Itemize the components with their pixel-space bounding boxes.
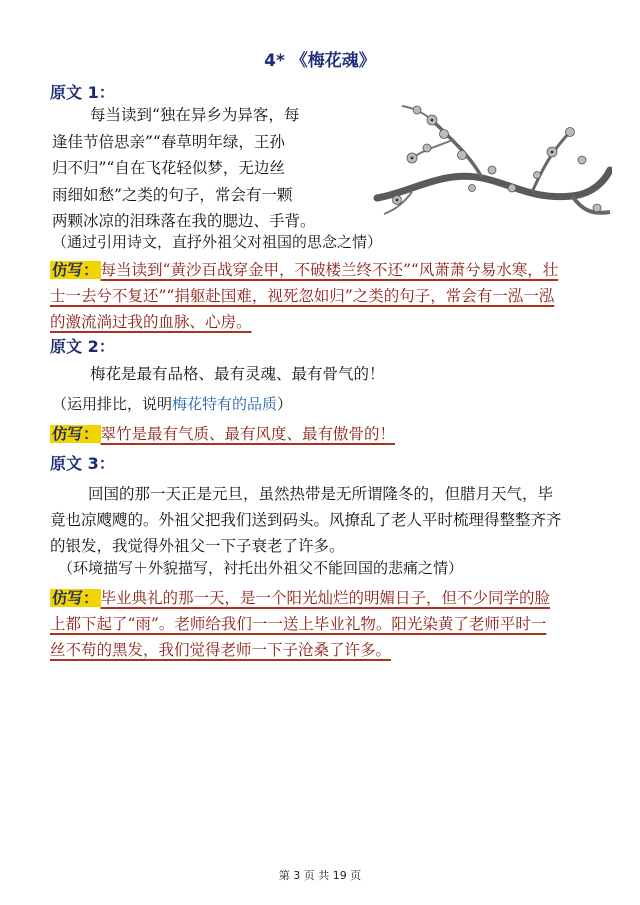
section-1-note: （通过引用诗文，直抒外祖父对祖国的思念之情） (52, 233, 383, 251)
section-1-imitation (50, 257, 560, 335)
imitation-tag-2: 仿写： (52, 425, 99, 443)
imitation-tag-1: 仿写： (52, 261, 99, 279)
section-3-imitation-text: 毕业典礼的那一天，是一个阳光灿烂的明媚日子，但不少同学的脸上都下起了“雨”。老师给我们一一送上毕业礼物。阳光染黄了老师平时一丝不苟的黑发，我们觉得老师一下子沧桑了许多。 (50, 589, 551, 659)
page-footer: 第 3 页 共 19 页 (278, 869, 362, 882)
section-2-imitation (50, 421, 560, 447)
section-2-original: 梅花是最有品格、最有灵魂、最有骨气的！ (90, 365, 385, 383)
section-2-note-highlight: 梅花特有的品质 (172, 395, 278, 413)
section-2-note: （运用排比，说明梅花特有的品质） (52, 395, 293, 413)
section-2-imitation-text: 翠竹是最有气质、最有风度、最有傲骨的！ (100, 425, 396, 443)
page-title: 4* 《梅花魂》 (264, 51, 376, 71)
section-2-label: 原文 2： (50, 337, 115, 356)
plum-blossom-illustration (372, 100, 612, 220)
section-3-original: 回国的那一天正是元旦，虽然热带是无所谓隆冬的，但腊月天气，毕竟也凉飕飕的。外祖父把我们送到码头。风撩乱了老人平时梳理得整整齐齐的银发，我觉得外祖父一下子衰老了许多。 (50, 485, 562, 555)
section-1-line-5: 两颗冰凉的泪珠落在我的腮边、手背。 (52, 212, 316, 230)
section-1-line-1: 每当读到“独在异乡为异客，每 (90, 106, 300, 124)
section-3-imitation (50, 585, 560, 663)
section-3-note: （环境描写＋外貌描写，衬托出外祖父不能回国的悲痛之情） (58, 559, 464, 577)
imitation-tag-3: 仿写： (52, 589, 99, 607)
section-1-line-3: 归不归”“自在飞花轻似梦，无边丝 (52, 159, 285, 177)
section-3-label: 原文 3： (50, 454, 115, 473)
section-1-line-4: 雨细如愁”之类的句子，常会有一颗 (52, 185, 293, 204)
section-1-label: 原文 1： (50, 83, 115, 102)
section-1-line-2: 逢佳节倍思亲”“春草明年绿，王孙 (52, 132, 285, 151)
section-1-original (52, 102, 380, 235)
section-1-imitation-text: 每当读到“黄沙百战穿金甲，不破楼兰终不还”“风萧萧兮易水寒，壮士一去兮不复还”“捐躯赴国难，视死忽如归”之类的句子，常会有一泓一泓的激流淌过我的血脉、心房。 (50, 261, 559, 331)
